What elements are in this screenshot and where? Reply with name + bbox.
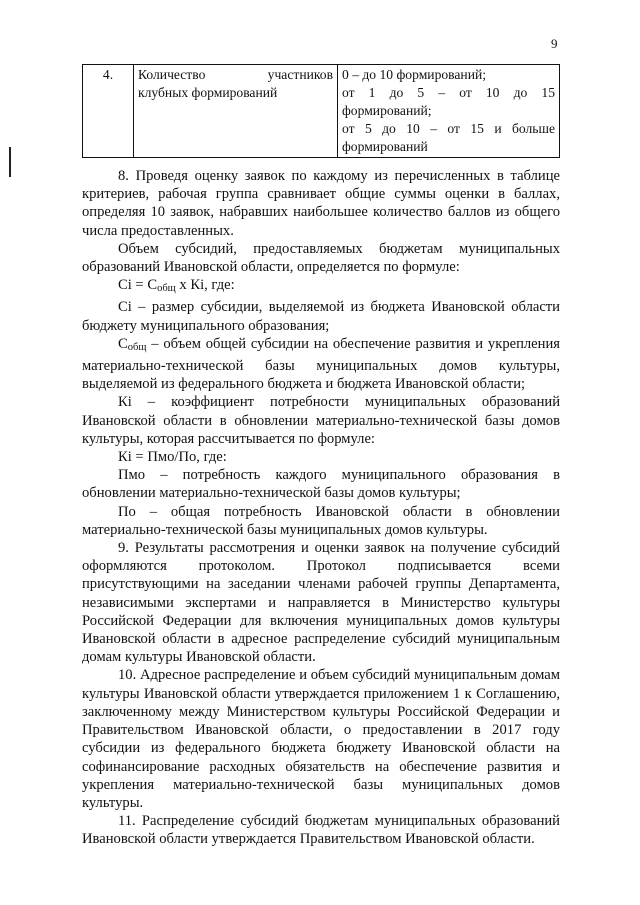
formula-ci bbox=[82, 276, 560, 298]
paragraph-10: 10. Адресное распределение и объем субсидий муниципальным домам культуры Ивановской области утверждается приложением 1 к Соглашению, заключенному между Министерством культуры Российской Федерации и Правительством Ивановской области, о предоставлении в 2017 году субсидии из федерального бюджета бюджету Ивановской области на софинансирование расходных обязательств на обеспечение развития и укрепления материально-технической базы муниципальных домов культуры. bbox=[82, 667, 560, 811]
margin-mark bbox=[9, 147, 11, 177]
document-body bbox=[82, 167, 560, 849]
cobsh-text: – объем общей субсидии на обеспечение развития и укрепления материально-технической базы муниципальных домов культуры, выделяемой из федерального бюджета и бюджета Ивановской области; bbox=[82, 335, 560, 393]
criteria-table bbox=[82, 64, 560, 158]
scale-line: от 1 до 5 – от 10 до 15 bbox=[342, 85, 555, 100]
cobsh-symbol: С bbox=[118, 335, 128, 352]
row-number: 4. bbox=[83, 65, 134, 158]
formula-ci-lhs: Сi = С bbox=[118, 277, 158, 294]
criterion-line: клубных формирований bbox=[138, 85, 278, 100]
scale-line: от 5 до 10 – от 15 и больше bbox=[342, 121, 555, 136]
definition-cobsh bbox=[82, 335, 560, 394]
definition-ki: Кi – коэффициент потребности муниципальных образований Ивановской области в обновлении материально-технической базы домов культуры, которая рассчитывается по формуле: bbox=[82, 394, 560, 447]
scale-line: формирований bbox=[342, 139, 428, 154]
paragraph-9: 9. Результаты рассмотрения и оценки заявок на получение субсидий оформляются протоколом. Протокол подписывается всеми присутствующими на заседании членами рабочей группы Департамента, независимыми экспертами и направляется в Министерство культуры Российской Федерации для включения муниципальных домов культуры Ивановской области в адресное распределение субсидий муниципальным домам культуры Ивановской области. bbox=[82, 540, 560, 666]
formula-ci-rhs: х Кi, где: bbox=[175, 277, 235, 294]
cobsh-subscript: общ bbox=[127, 341, 147, 353]
scale-line: 0 – до 10 формирований; bbox=[342, 67, 487, 82]
formula-ci-subscript: общ bbox=[157, 283, 176, 295]
criterion-line: Количество участников bbox=[138, 67, 333, 82]
definition-po: По – общая потребность Ивановской области в обновлении материально-технической базы муниципальных домов культуры. bbox=[82, 503, 560, 538]
definition-ci: Сi – размер субсидии, выделяемой из бюджета Ивановской области бюджету муниципального образования; bbox=[82, 299, 560, 334]
definition-pmo: Пмо – потребность каждого муниципального образования в обновлении материально-технической базы домов культуры; bbox=[82, 467, 560, 502]
scale-cell bbox=[338, 65, 560, 158]
paragraph-8: 8. Проведя оценку заявок по каждому из перечисленных в таблице критериев, рабочая группа сравнивает общие суммы оценки в баллах, определяя 10 заявок, набравших наибольшее количество баллов из общего числа предоставленных. bbox=[82, 168, 560, 239]
page-number: 9 bbox=[551, 36, 559, 51]
paragraph-11: 11. Распределение субсидий бюджетам муниципальных образований Ивановской области утверждается Правительством Ивановской области. bbox=[82, 813, 560, 848]
paragraph-subsidy-volume: Объем субсидий, предоставляемых бюджетам муниципальных образований Ивановской области, определяется по формуле: bbox=[82, 240, 560, 276]
formula-ki: Кi = Пмо/По, где: bbox=[118, 449, 227, 466]
table-row bbox=[83, 65, 560, 158]
scale-line: формирований; bbox=[342, 103, 432, 118]
criterion-cell bbox=[134, 65, 338, 158]
